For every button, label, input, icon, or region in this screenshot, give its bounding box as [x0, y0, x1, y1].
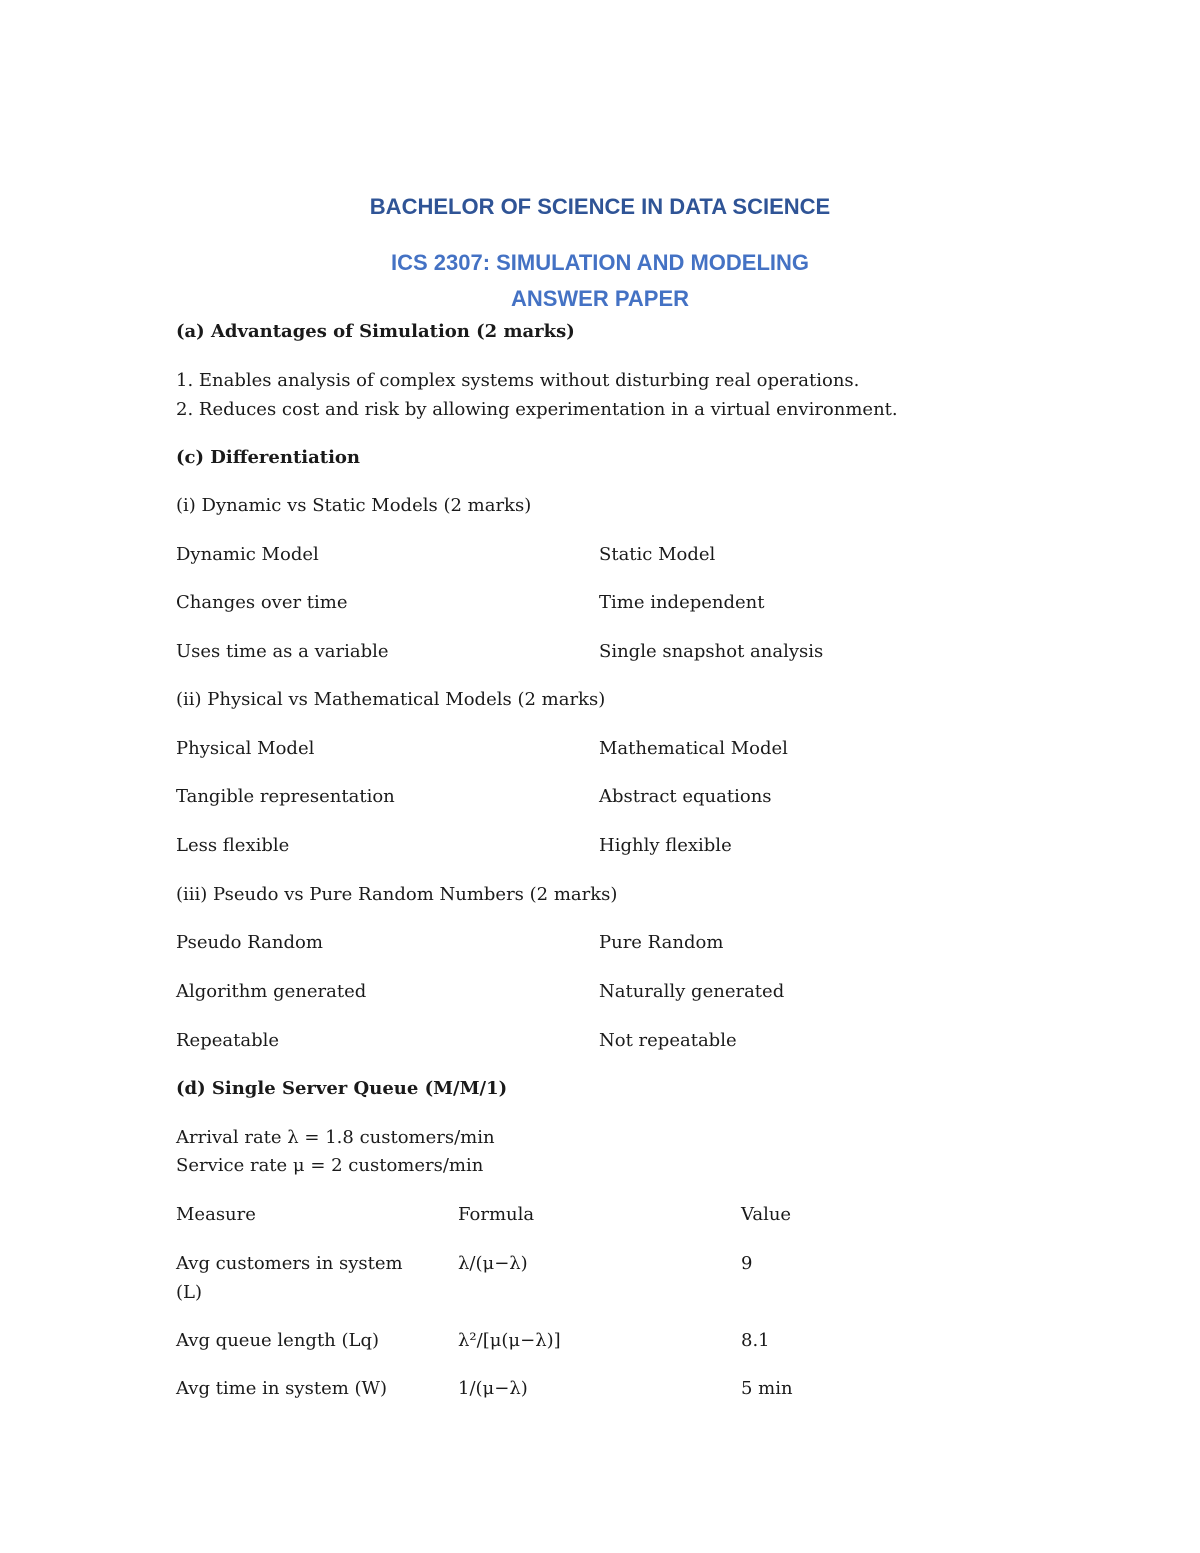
comparison-cell: Pure Random	[599, 932, 724, 953]
queue-measure: (L)	[176, 1282, 202, 1303]
comparison-cell: Pseudo Random	[176, 932, 323, 953]
queue-table-header: Formula	[458, 1204, 535, 1225]
part-iii-title: (iii) Pseudo vs Pure Random Numbers (2 marks)	[176, 884, 618, 905]
comparison-cell: Dynamic Model	[176, 544, 319, 565]
comparison-cell: Tangible representation	[176, 786, 395, 807]
queue-formula: λ/(μ−λ)	[458, 1253, 528, 1274]
comparison-cell: Not repeatable	[599, 1030, 737, 1051]
queue-measure: Avg customers in system	[176, 1253, 403, 1274]
comparison-cell: Abstract equations	[599, 786, 772, 807]
course-title: ICS 2307: SIMULATION AND MODELING	[390, 250, 810, 275]
comparison-cell: Mathematical Model	[599, 738, 788, 759]
queue-formula: 1/(μ−λ)	[458, 1378, 528, 1399]
queue-value: 5 min	[741, 1378, 793, 1399]
comparison-cell: Uses time as a variable	[176, 641, 389, 662]
comparison-cell: Naturally generated	[599, 981, 785, 1002]
advantage-item-1: 1. Enables analysis of complex systems without disturbing real operations.	[176, 370, 860, 391]
advantage-item-2: 2. Reduces cost and risk by allowing experimentation in a virtual environment.	[176, 399, 898, 420]
section-d-title: (d) Single Server Queue (M/M/1)	[176, 1078, 508, 1099]
arrival-rate: Arrival rate λ = 1.8 customers/min	[176, 1127, 495, 1148]
queue-measure: Avg queue length (Lq)	[176, 1330, 380, 1351]
service-rate: Service rate μ = 2 customers/min	[176, 1155, 484, 1176]
degree-title: BACHELOR OF SCIENCE IN DATA SCIENCE	[369, 194, 831, 219]
queue-measure: Avg time in system (W)	[176, 1378, 388, 1399]
queue-table-header: Value	[741, 1204, 792, 1225]
comparison-cell: Static Model	[599, 544, 716, 565]
comparison-cell: Physical Model	[176, 738, 315, 759]
comparison-cell: Less flexible	[176, 835, 290, 856]
comparison-cell: Single snapshot analysis	[599, 641, 824, 662]
queue-table-header: Measure	[176, 1204, 256, 1225]
comparison-cell: Repeatable	[176, 1030, 280, 1051]
comparison-cell: Algorithm generated	[176, 981, 367, 1002]
part-ii-title: (ii) Physical vs Mathematical Models (2 marks)	[176, 689, 606, 710]
queue-value: 8.1	[741, 1330, 770, 1351]
comparison-cell: Changes over time	[176, 592, 348, 613]
queue-formula: λ²/[μ(μ−λ)]	[458, 1330, 561, 1351]
paper-title: ANSWER PAPER	[510, 286, 690, 311]
section-c-title: (c) Differentiation	[176, 447, 361, 468]
part-i-title: (i) Dynamic vs Static Models (2 marks)	[176, 495, 532, 516]
section-a-title: (a) Advantages of Simulation (2 marks)	[176, 321, 575, 342]
comparison-cell: Highly flexible	[599, 835, 732, 856]
comparison-cell: Time independent	[599, 592, 765, 613]
queue-value: 9	[741, 1253, 753, 1274]
